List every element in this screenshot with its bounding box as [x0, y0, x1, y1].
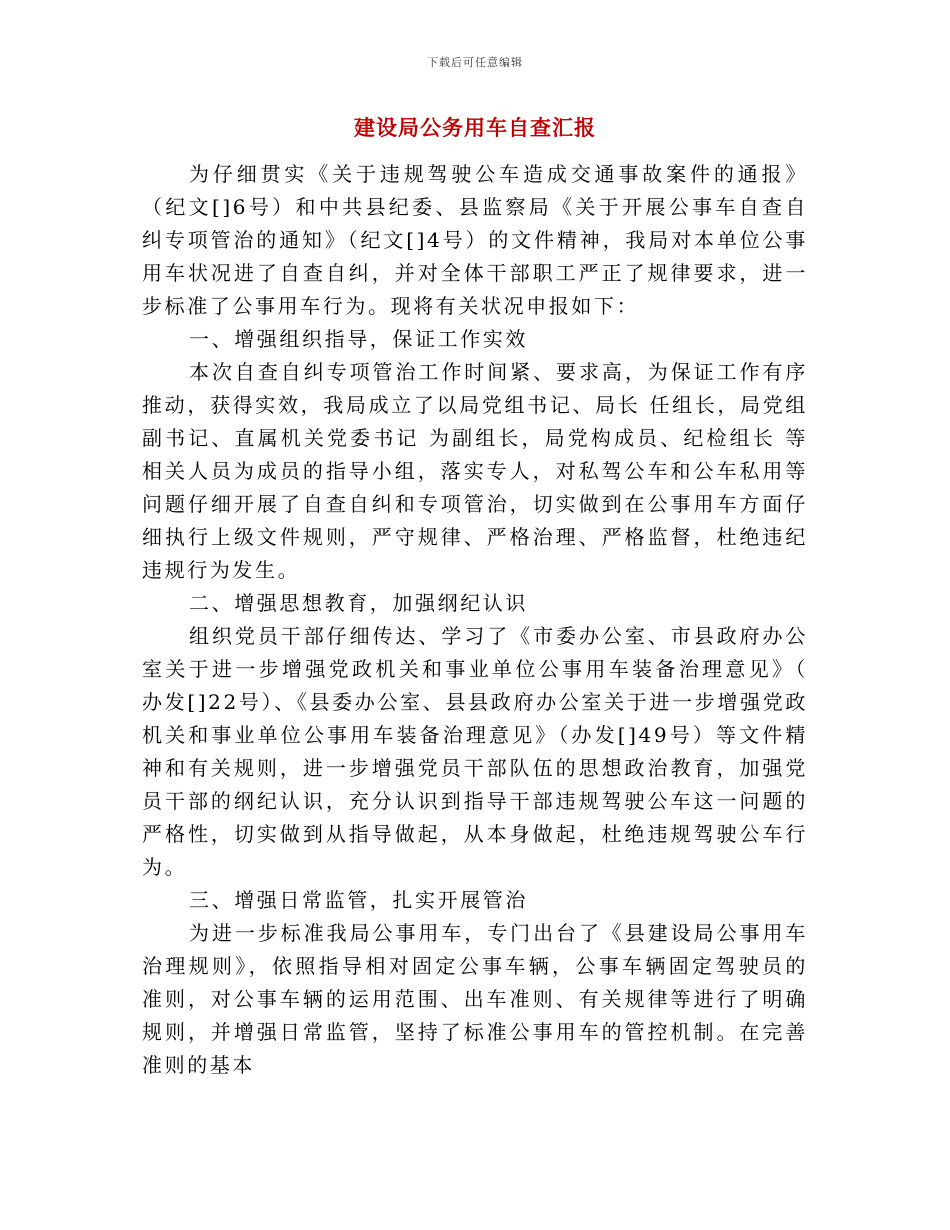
paragraph-section-1: 本次自查自纠专项管治工作时间紧、要求高，为保证工作有序推动，获得实效，我局成立了以局党组书记、局长 任组长，局党组副书记、直属机关党委书记 为副组长，局党构成员、纪检组长 等相关人员为成员的指导小组，落实专人，对私驾公车和公车私用等问题仔细开展了自查自纠和专项管治，切实做到在公事用车方面仔细执行上级文件规则，严守规律、严格治理、严格监督，杜绝违纪违规行为发生。	[142, 360, 808, 582]
document-title: 建设局公务用车自查汇报	[354, 116, 596, 140]
paragraph-intro: 为仔细贯实《关于违规驾驶公车造成交通事故案件的通报》（纪文[]6号）和中共县纪委、县监察局《关于开展公事车自查自纠专项管治的通知》（纪文[]4号）的文件精神，我局对本单位公事用车状况进了自查自纠，并对全体干部职工严正了规律要求，进一步标准了公事用车行为。现将有关状况申报如下：	[142, 162, 808, 318]
section-heading-2: 二、增强思想教育，加强纲纪认识	[189, 591, 528, 615]
section-heading-3: 三、增强日常监管，扎实开展管治	[189, 888, 528, 912]
paragraph-section-2: 组织党员干部仔细传达、学习了《市委办公室、市县政府办公室关于进一步增强党政机关和事业单位公事用车装备治理意见》（ 办发[]22号）、《县委办公室、县县政府办公室关于进一步增强党政机关和事业单位公事用车装备治理意见》（办发[]49号）等文件精神和有关规则，进一步增强党员干部队伍的思想政治教育，加强党员干部的纲纪认识，充分认识到指导干部违规驾驶公车这一问题的严格性，切实做到从指导做起，从本身做起，杜绝违规驾驶公车行为。	[142, 624, 808, 879]
header-note: 下载后可任意编辑	[427, 56, 523, 69]
document-body	[142, 158, 808, 1082]
paragraph-section-3: 为进一步标准我局公事用车，专门出台了《县建设局公事用车治理规则》，依照指导相对固定公事车辆，公事车辆固定驾驶员的准则，对公事车辆的运用范围、出车准则、有关规律等进行了明确规则，并增强日常监管，坚持了标准公事用车的管控机制。在完善准则的基本	[142, 921, 808, 1077]
section-heading-1: 一、增强组织指导，保证工作实效	[189, 327, 528, 351]
